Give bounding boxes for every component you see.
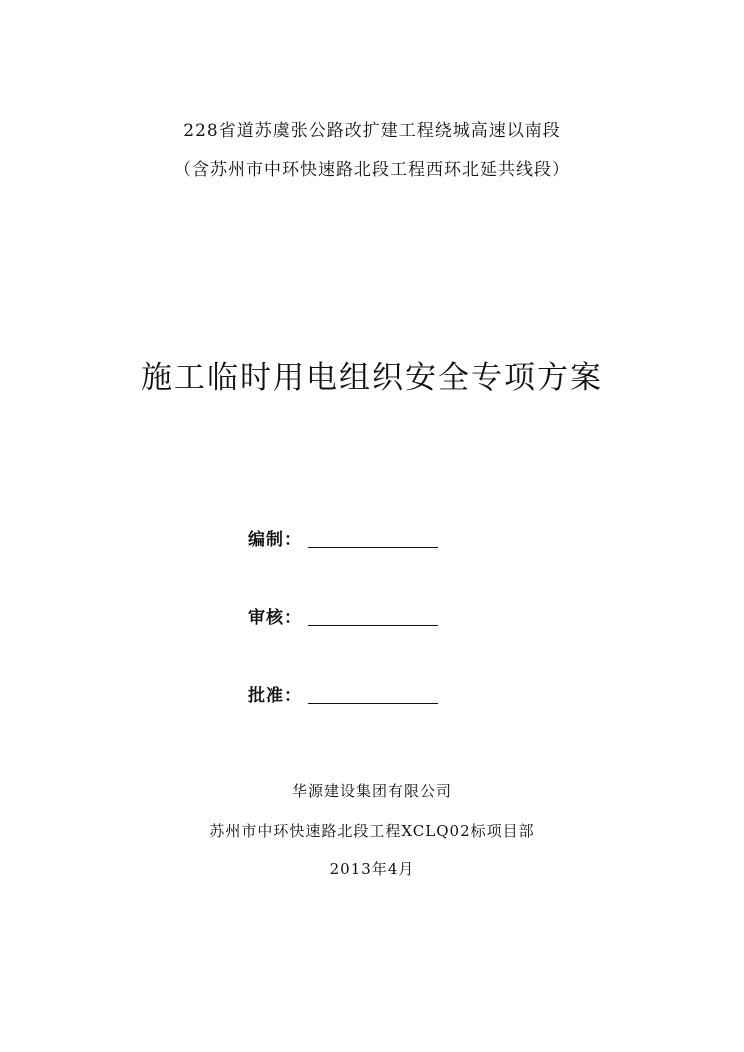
company-name: 华源建设集团有限公司: [291, 782, 452, 800]
compiled-by-row: [248, 526, 438, 550]
project-name-line-1: 228省道苏虞张公路改扩建工程绕城高速以南段: [183, 121, 561, 141]
approved-by-row: [248, 682, 438, 706]
compiled-by-blank-line: [308, 547, 438, 548]
approved-by-label: 批准：: [248, 686, 302, 706]
project-name-line-2: （含苏州市中环快速路北段工程西环北延共线段）: [174, 160, 570, 180]
approved-by-blank-line: [308, 703, 438, 704]
document-date: 2013年4月: [329, 860, 415, 878]
compiled-by-label: 编制：: [248, 530, 302, 550]
project-department: 苏州市中环快速路北段工程XCLQ02标项目部: [209, 822, 535, 840]
reviewed-by-blank-line: [308, 625, 438, 626]
document-title: 施工临时用电组织安全专项方案: [141, 360, 603, 396]
reviewed-by-label: 审核：: [248, 608, 302, 628]
reviewed-by-row: [248, 604, 438, 628]
